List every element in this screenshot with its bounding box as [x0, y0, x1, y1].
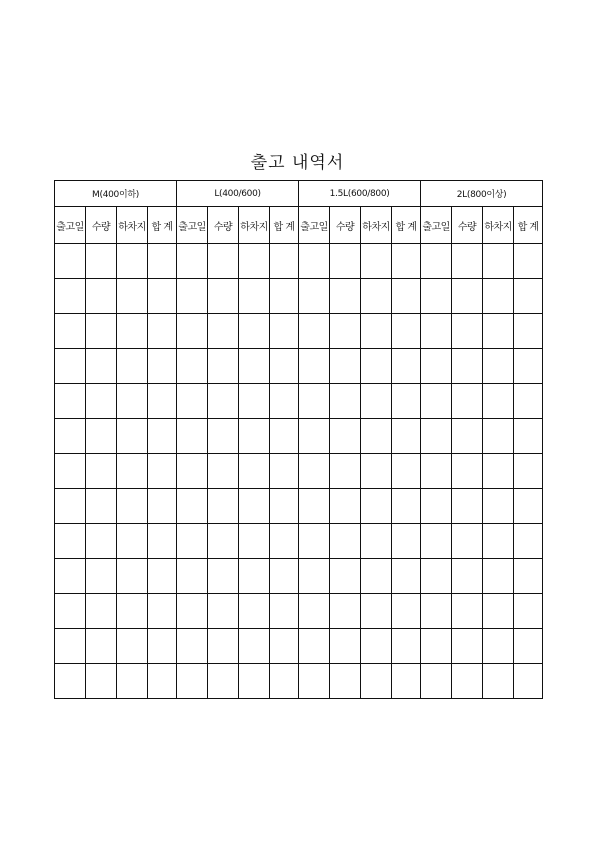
table-cell[interactable] [361, 489, 392, 524]
table-cell[interactable] [483, 419, 514, 454]
table-cell[interactable] [86, 279, 117, 314]
table-cell[interactable] [55, 279, 86, 314]
table-cell[interactable] [361, 594, 392, 629]
table-cell[interactable] [239, 559, 270, 594]
table-cell[interactable] [270, 559, 299, 594]
table-cell[interactable] [270, 384, 299, 419]
table-cell[interactable] [452, 279, 483, 314]
table-row [55, 594, 543, 629]
table-cell[interactable] [299, 524, 330, 559]
table-cell[interactable] [361, 629, 392, 664]
group-header-row [55, 181, 543, 207]
table-cell[interactable] [392, 594, 421, 629]
table-cell[interactable] [239, 384, 270, 419]
col-header-date: 출고일 [421, 207, 452, 244]
table-cell[interactable] [117, 664, 148, 699]
table-cell[interactable] [483, 349, 514, 384]
table-cell[interactable] [330, 384, 361, 419]
table-cell[interactable] [177, 489, 208, 524]
col-header-total: 합 계 [514, 207, 543, 244]
table-cell[interactable] [148, 664, 177, 699]
table-cell[interactable] [177, 629, 208, 664]
table-cell[interactable] [299, 279, 330, 314]
table-cell[interactable] [239, 524, 270, 559]
table-cell[interactable] [270, 594, 299, 629]
table-cell[interactable] [330, 244, 361, 279]
table-cell[interactable] [239, 629, 270, 664]
table-cell[interactable] [148, 454, 177, 489]
table-row [55, 559, 543, 594]
table-cell[interactable] [392, 419, 421, 454]
table-cell[interactable] [208, 244, 239, 279]
table-cell[interactable] [361, 559, 392, 594]
table-cell[interactable] [361, 664, 392, 699]
col-header-unload-site: 하차지 [117, 207, 148, 244]
table-cell[interactable] [421, 384, 452, 419]
table-cell[interactable] [421, 489, 452, 524]
table-cell[interactable] [299, 489, 330, 524]
table-cell[interactable] [208, 489, 239, 524]
table-cell[interactable] [239, 349, 270, 384]
table-cell[interactable] [55, 454, 86, 489]
table-cell[interactable] [330, 454, 361, 489]
table-cell[interactable] [452, 419, 483, 454]
table-row [55, 384, 543, 419]
table-cell[interactable] [208, 524, 239, 559]
table-cell[interactable] [392, 279, 421, 314]
table-cell[interactable] [514, 524, 543, 559]
col-header-date: 출고일 [177, 207, 208, 244]
table-cell[interactable] [86, 664, 117, 699]
table-cell[interactable] [177, 384, 208, 419]
table-cell[interactable] [270, 524, 299, 559]
col-header-unload-site: 하차지 [361, 207, 392, 244]
table-row [55, 454, 543, 489]
table-cell[interactable] [86, 454, 117, 489]
table-cell[interactable] [239, 419, 270, 454]
table-cell[interactable] [148, 524, 177, 559]
table-cell[interactable] [421, 664, 452, 699]
table-cell[interactable] [208, 559, 239, 594]
table-cell[interactable] [208, 664, 239, 699]
table-row [55, 279, 543, 314]
table-row [55, 664, 543, 699]
table-cell[interactable] [270, 244, 299, 279]
table-row [55, 629, 543, 664]
table-cell[interactable] [148, 314, 177, 349]
table-cell[interactable] [452, 629, 483, 664]
table-cell[interactable] [514, 664, 543, 699]
table-cell[interactable] [514, 419, 543, 454]
table-cell[interactable] [452, 524, 483, 559]
table-cell[interactable] [117, 454, 148, 489]
table-cell[interactable] [361, 419, 392, 454]
table-cell[interactable] [392, 559, 421, 594]
group-header-1-5l: 1.5L(600/800) [299, 181, 421, 207]
table-cell[interactable] [86, 244, 117, 279]
table-cell[interactable] [421, 524, 452, 559]
table-cell[interactable] [330, 664, 361, 699]
column-header-row [55, 207, 543, 244]
table-cell[interactable] [330, 489, 361, 524]
table-cell[interactable] [117, 419, 148, 454]
table-cell[interactable] [514, 629, 543, 664]
table-cell[interactable] [483, 279, 514, 314]
table-cell[interactable] [299, 384, 330, 419]
table-cell[interactable] [299, 664, 330, 699]
table-cell[interactable] [452, 594, 483, 629]
table-row [55, 314, 543, 349]
page-title: 출고 내역서 [250, 153, 345, 173]
table-cell[interactable] [361, 524, 392, 559]
table-cell[interactable] [421, 454, 452, 489]
table-cell[interactable] [421, 629, 452, 664]
table-cell[interactable] [239, 594, 270, 629]
table-cell[interactable] [148, 419, 177, 454]
table-cell[interactable] [299, 349, 330, 384]
table-cell[interactable] [452, 314, 483, 349]
table-cell[interactable] [270, 314, 299, 349]
table-cell[interactable] [55, 664, 86, 699]
table-cell[interactable] [392, 524, 421, 559]
table-cell[interactable] [148, 384, 177, 419]
table-cell[interactable] [148, 279, 177, 314]
table-cell[interactable] [483, 559, 514, 594]
table-cell[interactable] [148, 244, 177, 279]
table-cell[interactable] [330, 349, 361, 384]
table-cell[interactable] [392, 454, 421, 489]
table-cell[interactable] [55, 489, 86, 524]
col-header-date: 출고일 [299, 207, 330, 244]
table-cell[interactable] [117, 559, 148, 594]
col-header-total: 합 계 [392, 207, 421, 244]
table-cell[interactable] [483, 524, 514, 559]
table-cell[interactable] [177, 594, 208, 629]
table-cell[interactable] [86, 524, 117, 559]
table-cell[interactable] [177, 244, 208, 279]
table-cell[interactable] [177, 419, 208, 454]
table-cell[interactable] [421, 594, 452, 629]
table-cell[interactable] [514, 384, 543, 419]
table-cell[interactable] [117, 314, 148, 349]
table-cell[interactable] [330, 279, 361, 314]
table-cell[interactable] [86, 384, 117, 419]
table-cell[interactable] [86, 559, 117, 594]
col-header-unload-site: 하차지 [483, 207, 514, 244]
table-cell[interactable] [86, 314, 117, 349]
table-cell[interactable] [421, 279, 452, 314]
table-cell[interactable] [239, 489, 270, 524]
table-cell[interactable] [299, 629, 330, 664]
table-cell[interactable] [208, 419, 239, 454]
table-cell[interactable] [330, 524, 361, 559]
col-header-total: 합 계 [270, 207, 299, 244]
table-cell[interactable] [514, 594, 543, 629]
table-body [55, 244, 543, 699]
table-cell[interactable] [483, 664, 514, 699]
table-cell[interactable] [148, 594, 177, 629]
table-cell[interactable] [514, 349, 543, 384]
table-cell[interactable] [452, 489, 483, 524]
table-cell[interactable] [452, 349, 483, 384]
table-cell[interactable] [392, 314, 421, 349]
table-cell[interactable] [361, 384, 392, 419]
table-cell[interactable] [208, 314, 239, 349]
table-cell[interactable] [392, 664, 421, 699]
table-cell[interactable] [55, 524, 86, 559]
group-header-m: M(400이하) [55, 181, 177, 207]
table-cell[interactable] [452, 559, 483, 594]
table-cell[interactable] [421, 419, 452, 454]
table-cell[interactable] [361, 279, 392, 314]
table-cell[interactable] [55, 419, 86, 454]
table-cell[interactable] [270, 454, 299, 489]
col-header-quantity: 수량 [452, 207, 483, 244]
table-cell[interactable] [392, 489, 421, 524]
col-header-quantity: 수량 [208, 207, 239, 244]
table-cell[interactable] [177, 524, 208, 559]
table-cell[interactable] [239, 314, 270, 349]
table-cell[interactable] [117, 629, 148, 664]
table-cell[interactable] [299, 559, 330, 594]
table-cell[interactable] [514, 314, 543, 349]
table-cell[interactable] [361, 454, 392, 489]
col-header-date: 출고일 [55, 207, 86, 244]
table-cell[interactable] [299, 454, 330, 489]
table-cell[interactable] [117, 279, 148, 314]
table-cell[interactable] [299, 419, 330, 454]
table-cell[interactable] [330, 559, 361, 594]
shipment-table [54, 180, 543, 699]
table-cell[interactable] [55, 384, 86, 419]
table-cell[interactable] [117, 349, 148, 384]
table-row [55, 524, 543, 559]
table-cell[interactable] [483, 244, 514, 279]
table-cell[interactable] [483, 594, 514, 629]
table-cell[interactable] [421, 559, 452, 594]
table-cell[interactable] [270, 279, 299, 314]
table-cell[interactable] [270, 629, 299, 664]
table-cell[interactable] [117, 384, 148, 419]
table-cell[interactable] [55, 594, 86, 629]
table-cell[interactable] [299, 594, 330, 629]
table-cell[interactable] [392, 349, 421, 384]
table-cell[interactable] [239, 279, 270, 314]
table-cell[interactable] [86, 594, 117, 629]
table-row [55, 244, 543, 279]
table-cell[interactable] [361, 349, 392, 384]
table-cell[interactable] [208, 454, 239, 489]
table-cell[interactable] [55, 559, 86, 594]
table-cell[interactable] [483, 314, 514, 349]
col-header-total: 합 계 [148, 207, 177, 244]
table-cell[interactable] [117, 594, 148, 629]
table-cell[interactable] [55, 629, 86, 664]
table-cell[interactable] [239, 454, 270, 489]
table-cell[interactable] [55, 244, 86, 279]
table-cell[interactable] [239, 244, 270, 279]
table-cell[interactable] [452, 664, 483, 699]
table-cell[interactable] [361, 314, 392, 349]
table-cell[interactable] [299, 314, 330, 349]
table-cell[interactable] [177, 349, 208, 384]
col-header-unload-site: 하차지 [239, 207, 270, 244]
table-cell[interactable] [177, 279, 208, 314]
table-cell[interactable] [514, 279, 543, 314]
table-cell[interactable] [392, 384, 421, 419]
table-cell[interactable] [483, 384, 514, 419]
table-cell[interactable] [483, 629, 514, 664]
table-cell[interactable] [148, 629, 177, 664]
table-row [55, 419, 543, 454]
table-cell[interactable] [117, 244, 148, 279]
table-cell[interactable] [270, 419, 299, 454]
col-header-quantity: 수량 [330, 207, 361, 244]
table-row [55, 349, 543, 384]
table-cell[interactable] [330, 629, 361, 664]
table-cell[interactable] [483, 489, 514, 524]
table-cell[interactable] [86, 349, 117, 384]
table-cell[interactable] [421, 314, 452, 349]
table-cell[interactable] [270, 489, 299, 524]
table-cell[interactable] [270, 664, 299, 699]
table-cell[interactable] [421, 244, 452, 279]
table-cell[interactable] [330, 314, 361, 349]
table-cell[interactable] [514, 454, 543, 489]
table-cell[interactable] [452, 384, 483, 419]
table-cell[interactable] [330, 419, 361, 454]
table-cell[interactable] [208, 349, 239, 384]
table-cell[interactable] [452, 454, 483, 489]
table-cell[interactable] [148, 349, 177, 384]
table-cell[interactable] [392, 629, 421, 664]
table-cell[interactable] [86, 629, 117, 664]
table-cell[interactable] [361, 244, 392, 279]
table-cell[interactable] [208, 629, 239, 664]
table-cell[interactable] [177, 314, 208, 349]
table-cell[interactable] [148, 489, 177, 524]
table-cell[interactable] [177, 454, 208, 489]
table-cell[interactable] [117, 489, 148, 524]
table-cell[interactable] [117, 524, 148, 559]
group-header-l: L(400/600) [177, 181, 299, 207]
table-cell[interactable] [299, 244, 330, 279]
col-header-quantity: 수량 [86, 207, 117, 244]
table-cell[interactable] [392, 244, 421, 279]
table-cell[interactable] [148, 559, 177, 594]
table-cell[interactable] [208, 279, 239, 314]
table-row [55, 489, 543, 524]
table-cell[interactable] [177, 559, 208, 594]
table-cell[interactable] [514, 244, 543, 279]
group-header-2l: 2L(800이상) [421, 181, 543, 207]
table-cell[interactable] [208, 594, 239, 629]
table-cell[interactable] [483, 454, 514, 489]
table-cell[interactable] [452, 244, 483, 279]
table-cell[interactable] [208, 384, 239, 419]
table-cell[interactable] [177, 664, 208, 699]
table-cell[interactable] [330, 594, 361, 629]
table-cell[interactable] [239, 664, 270, 699]
table-cell[interactable] [514, 489, 543, 524]
table-cell[interactable] [421, 349, 452, 384]
table-cell[interactable] [270, 349, 299, 384]
table-cell[interactable] [86, 489, 117, 524]
table-cell[interactable] [55, 349, 86, 384]
table-cell[interactable] [86, 419, 117, 454]
table-cell[interactable] [55, 314, 86, 349]
table-cell[interactable] [514, 559, 543, 594]
